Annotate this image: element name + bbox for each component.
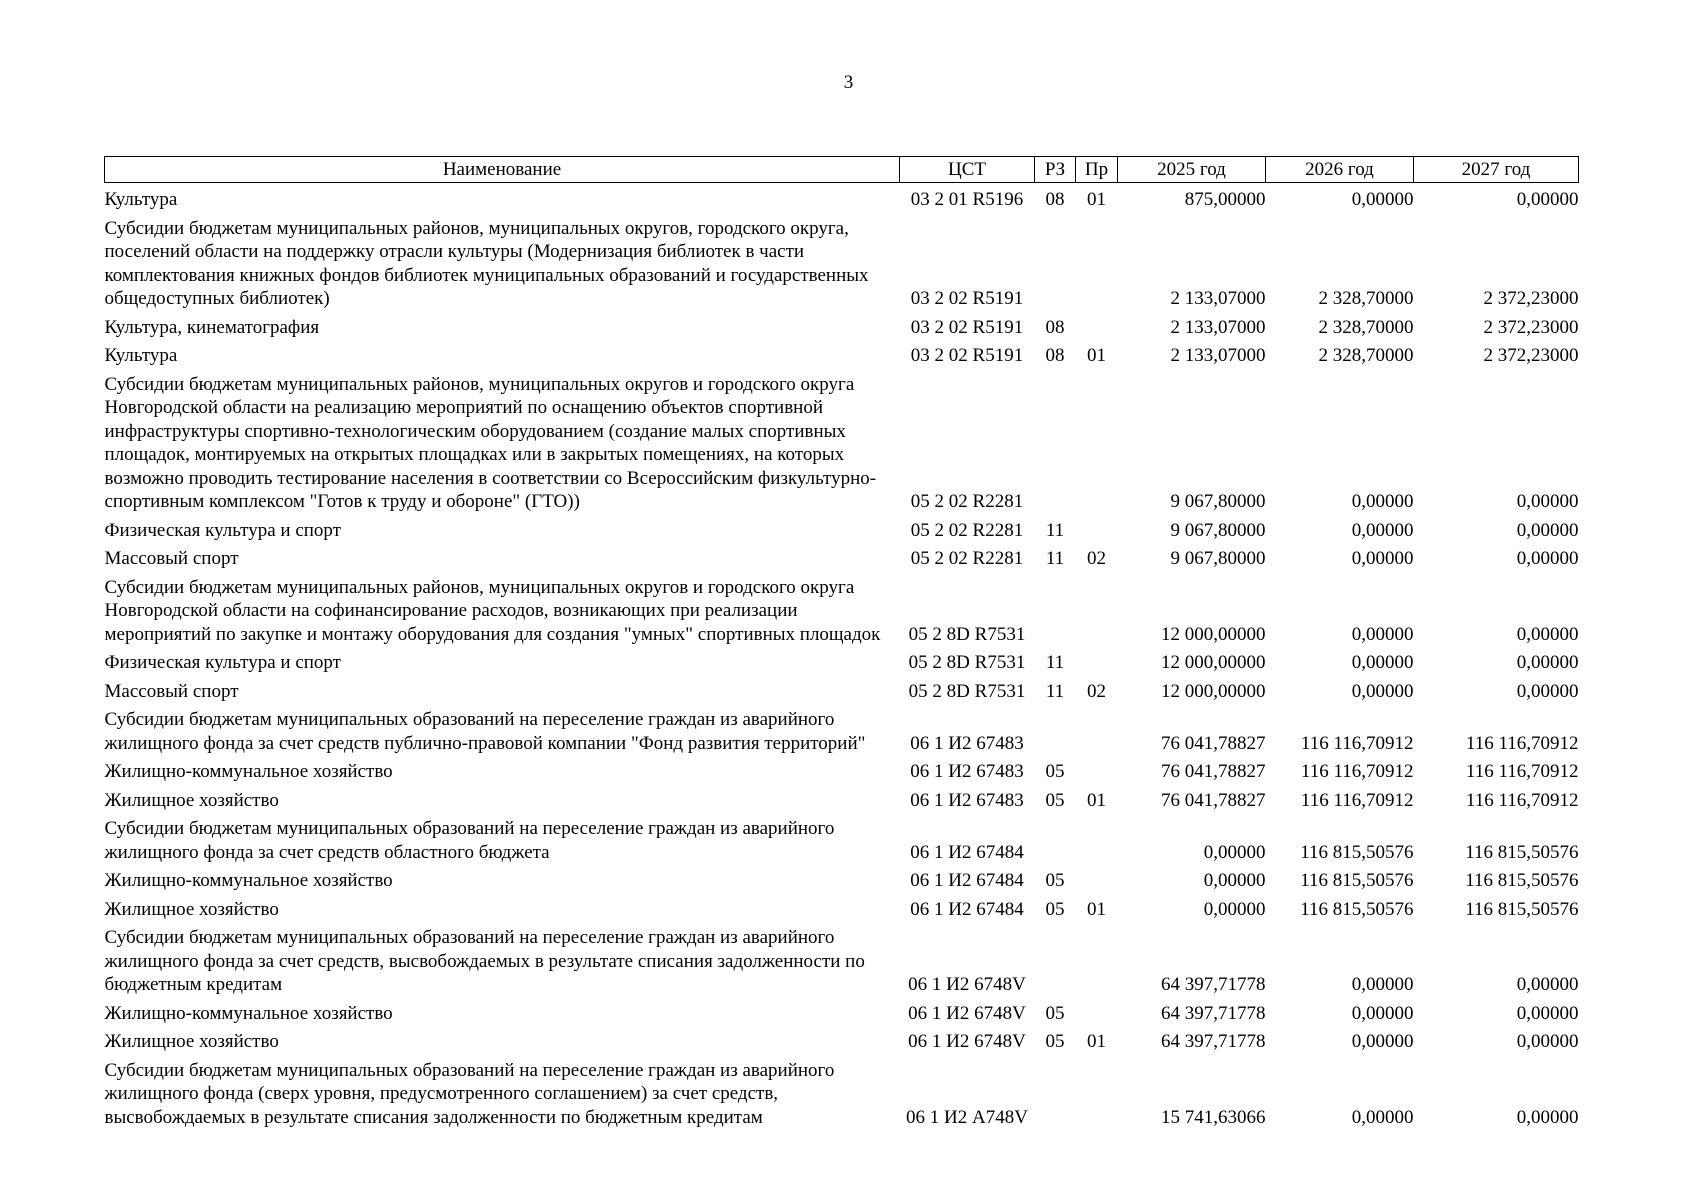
cell-2025: 0,00000 xyxy=(1203,898,1266,920)
cell-rz: 05 xyxy=(1045,789,1065,811)
cell-rz: 05 xyxy=(1045,1031,1065,1052)
cell-2025: 76 041,78827 xyxy=(1161,761,1266,782)
cell-rz xyxy=(1035,926,1076,1002)
cell-2027: 116 815,50576 xyxy=(1465,870,1579,891)
cell-2027: 0,00000 xyxy=(1516,519,1579,541)
table-row xyxy=(105,708,1579,760)
cell-name: Культура xyxy=(104,345,178,366)
page-number: 3 xyxy=(843,72,854,93)
cell-2026: 0,00000 xyxy=(1351,1031,1414,1052)
cell-2026: 2 328,70000 xyxy=(1318,288,1414,309)
cell-2027: 116 815,50576 xyxy=(1465,841,1579,863)
cell-pr: 02 xyxy=(1087,680,1106,702)
cell-cst: 03 2 02 R5191 xyxy=(910,345,1024,366)
cell-2026: 0,00000 xyxy=(1351,652,1414,673)
cell-2026: 2 328,70000 xyxy=(1318,316,1414,338)
cell-2025: 12 000,00000 xyxy=(1161,680,1266,702)
table-row xyxy=(105,760,1579,789)
header-name: Наименование xyxy=(105,157,900,183)
cell-pr xyxy=(1076,217,1118,316)
cell-2026: 0,00000 xyxy=(1351,519,1414,541)
cell-2025: 64 397,71778 xyxy=(1161,1031,1266,1052)
table-row xyxy=(105,817,1579,869)
cell-2026: 0,00000 xyxy=(1351,974,1414,995)
cell-cst: 03 2 02 R5191 xyxy=(910,288,1024,309)
cell-pr: 01 xyxy=(1087,1031,1106,1052)
cell-pr xyxy=(1076,316,1118,345)
cell-pr xyxy=(1076,1002,1118,1031)
budget-table xyxy=(104,156,1579,1134)
cell-pr: 01 xyxy=(1087,898,1106,920)
cell-2027: 2 372,23000 xyxy=(1483,288,1579,309)
cell-2027: 116 116,70912 xyxy=(1465,761,1579,782)
cell-rz: 05 xyxy=(1045,870,1065,891)
cell-cst: 03 2 02 R5191 xyxy=(910,316,1024,338)
table-body xyxy=(105,188,1579,1134)
cell-rz: 11 xyxy=(1045,680,1065,702)
cell-cst: 06 1 И2 67484 xyxy=(910,870,1024,891)
cell-name: Субсидии бюджетам муниципальных образований на переселение граждан из аварийного жилищного фонда (сверх уровня, предусмотренного соглашением) за счет средств, высвобождаемых в результате списания задолженности по бюджетным кредитам xyxy=(104,1059,835,1128)
cell-2025: 76 041,78827 xyxy=(1161,732,1266,754)
cell-2025: 76 041,78827 xyxy=(1161,789,1266,811)
table-row xyxy=(105,373,1579,519)
table-row xyxy=(105,1030,1579,1059)
cell-cst: 05 2 02 R2281 xyxy=(910,491,1024,512)
cell-cst: 03 2 01 R5196 xyxy=(910,189,1024,210)
cell-2026: 116 116,70912 xyxy=(1300,732,1414,754)
cell-name: Субсидии бюджетам муниципальных образований на переселение граждан из аварийного жилищного фонда за счет средств областного бюджета xyxy=(104,818,835,863)
cell-cst: 06 1 И2 67483 xyxy=(910,789,1024,811)
cell-name: Культура, кинематография xyxy=(104,316,320,338)
table-row xyxy=(105,1059,1579,1135)
cell-cst: 05 2 8D R7531 xyxy=(908,623,1026,645)
cell-2027: 0,00000 xyxy=(1516,1031,1579,1052)
cell-2027: 0,00000 xyxy=(1516,623,1579,645)
cell-pr: 01 xyxy=(1087,789,1106,811)
cell-2026: 116 116,70912 xyxy=(1300,789,1414,811)
cell-rz: 08 xyxy=(1045,345,1065,366)
cell-pr xyxy=(1076,926,1118,1002)
cell-rz xyxy=(1035,708,1076,760)
cell-name: Жилищно-коммунальное хозяйство xyxy=(104,870,393,891)
cell-2026: 116 815,50576 xyxy=(1300,870,1414,891)
cell-2026: 0,00000 xyxy=(1351,189,1414,210)
table-row xyxy=(105,926,1579,1002)
table-row xyxy=(105,188,1579,217)
cell-2026: 116 815,50576 xyxy=(1300,898,1414,920)
cell-2027: 116 815,50576 xyxy=(1465,898,1579,920)
cell-2025: 0,00000 xyxy=(1203,841,1266,863)
cell-name: Жилищно-коммунальное хозяйство xyxy=(104,761,393,782)
cell-name: Массовый спорт xyxy=(104,548,239,569)
cell-2025: 12 000,00000 xyxy=(1161,652,1266,673)
cell-pr xyxy=(1076,708,1118,760)
cell-name: Культура xyxy=(104,189,178,210)
header-2027: 2027 год xyxy=(1414,157,1579,183)
table-row xyxy=(105,898,1579,927)
header-2025: 2025 год xyxy=(1118,157,1266,183)
cell-2025: 64 397,71778 xyxy=(1161,974,1266,995)
cell-2027: 0,00000 xyxy=(1516,680,1579,702)
cell-2025: 2 133,07000 xyxy=(1170,288,1266,309)
table-row xyxy=(105,344,1579,373)
cell-2025: 9 067,80000 xyxy=(1170,519,1266,541)
cell-cst: 06 1 И2 6748V xyxy=(908,974,1026,995)
cell-2027: 116 116,70912 xyxy=(1465,732,1579,754)
cell-rz: 05 xyxy=(1045,761,1065,782)
cell-rz xyxy=(1035,373,1076,519)
header-pr: Пр xyxy=(1076,157,1118,183)
cell-pr xyxy=(1076,651,1118,680)
cell-2027: 0,00000 xyxy=(1516,189,1579,210)
cell-rz xyxy=(1035,576,1076,652)
table-row xyxy=(105,547,1579,576)
cell-pr: 01 xyxy=(1087,189,1106,210)
cell-name: Физическая культура и спорт xyxy=(104,652,341,673)
cell-name: Жилищно-коммунальное хозяйство xyxy=(104,1002,393,1024)
cell-2027: 0,00000 xyxy=(1516,1002,1579,1024)
cell-2026: 116 815,50576 xyxy=(1300,841,1414,863)
cell-2027: 0,00000 xyxy=(1516,548,1579,569)
cell-rz xyxy=(1035,1059,1076,1135)
cell-2027: 116 116,70912 xyxy=(1465,789,1579,811)
table-row xyxy=(105,217,1579,316)
cell-2026: 2 328,70000 xyxy=(1318,345,1414,366)
cell-2026: 0,00000 xyxy=(1351,548,1414,569)
cell-2025: 0,00000 xyxy=(1203,870,1266,891)
cell-rz: 11 xyxy=(1045,652,1065,673)
cell-cst: 06 1 И2 6748V xyxy=(908,1031,1026,1052)
cell-2027: 0,00000 xyxy=(1516,491,1579,512)
cell-pr xyxy=(1076,869,1118,898)
table-row xyxy=(105,576,1579,652)
cell-rz: 08 xyxy=(1045,189,1065,210)
cell-2027: 0,00000 xyxy=(1516,652,1579,673)
cell-2027: 2 372,23000 xyxy=(1483,316,1579,338)
cell-name: Физическая культура и спорт xyxy=(104,519,341,541)
cell-cst: 06 1 И2 67484 xyxy=(910,898,1024,920)
cell-2027: 2 372,23000 xyxy=(1483,345,1579,366)
table-row xyxy=(105,651,1579,680)
cell-cst: 06 1 И2 67483 xyxy=(910,732,1024,754)
cell-cst: 05 2 02 R2281 xyxy=(910,548,1024,569)
cell-name: Субсидии бюджетам муниципальных образований на переселение граждан из аварийного жилищного фонда за счет средств, высвобождаемых в результате списания задолженности по бюджетным кредитам xyxy=(104,927,865,995)
cell-2026: 0,00000 xyxy=(1351,491,1414,512)
budget-table-container xyxy=(104,156,1578,1134)
cell-rz: 11 xyxy=(1045,548,1065,569)
cell-rz: 05 xyxy=(1045,1002,1065,1024)
table-row xyxy=(105,869,1579,898)
cell-cst: 06 1 И2 6748V xyxy=(908,1002,1026,1024)
cell-pr xyxy=(1076,519,1118,548)
cell-2027: 0,00000 xyxy=(1516,974,1579,995)
cell-pr xyxy=(1076,576,1118,652)
cell-name: Субсидии бюджетам муниципальных образований на переселение граждан из аварийного жилищного фонда за счет средств публично-правовой компании "Фонд развития территорий" xyxy=(104,709,866,754)
cell-2026: 0,00000 xyxy=(1351,1002,1414,1024)
header-2026: 2026 год xyxy=(1266,157,1414,183)
cell-name: Жилищное хозяйство xyxy=(104,789,279,811)
cell-cst: 05 2 8D R7531 xyxy=(908,680,1026,702)
cell-cst: 06 1 И2 67483 xyxy=(910,761,1024,782)
header-rz: РЗ xyxy=(1035,157,1076,183)
cell-pr xyxy=(1076,1059,1118,1135)
cell-2025: 875,00000 xyxy=(1184,189,1266,210)
cell-rz: 05 xyxy=(1045,898,1065,920)
header-cst: ЦСТ xyxy=(900,157,1035,183)
table-row xyxy=(105,789,1579,818)
cell-pr xyxy=(1076,817,1118,869)
cell-cst: 05 2 02 R2281 xyxy=(910,519,1024,541)
cell-pr: 02 xyxy=(1087,548,1106,569)
table-row xyxy=(105,1002,1579,1031)
cell-2025: 64 397,71778 xyxy=(1161,1002,1266,1024)
cell-cst: 06 1 И2 67484 xyxy=(910,841,1024,863)
cell-2026: 0,00000 xyxy=(1351,623,1414,645)
cell-name: Субсидии бюджетам муниципальных районов, муниципальных округов, городского округа, поселений области на поддержку отрасли культуры (Модернизация библиотек в части комплектования книжных фондов библиотек муниципальных образований и государственных общедоступных библиотек) xyxy=(104,217,869,309)
cell-name: Массовый спорт xyxy=(104,680,239,702)
cell-rz: 11 xyxy=(1045,519,1065,541)
cell-rz: 08 xyxy=(1045,316,1065,338)
cell-rz xyxy=(1035,217,1076,316)
cell-2025: 12 000,00000 xyxy=(1161,623,1266,645)
cell-pr: 01 xyxy=(1087,345,1106,366)
cell-2025: 2 133,07000 xyxy=(1170,316,1266,338)
table-header xyxy=(105,157,1579,189)
cell-2025: 9 067,80000 xyxy=(1170,548,1266,569)
cell-2027: 0,00000 xyxy=(1516,1106,1579,1128)
cell-rz xyxy=(1035,817,1076,869)
table-row xyxy=(105,519,1579,548)
cell-2025: 9 067,80000 xyxy=(1170,491,1266,512)
cell-2025: 2 133,07000 xyxy=(1170,345,1266,366)
cell-cst: 06 1 И2 А748V xyxy=(906,1106,1028,1128)
cell-name: Жилищное хозяйство xyxy=(104,1031,279,1052)
table-row xyxy=(105,316,1579,345)
cell-2026: 0,00000 xyxy=(1351,680,1414,702)
cell-name: Жилищное хозяйство xyxy=(104,898,279,920)
cell-2026: 116 116,70912 xyxy=(1300,761,1414,782)
cell-name: Субсидии бюджетам муниципальных районов, муниципальных округов и городского округа Новгородской области на реализацию мероприятий по оснащению объектов спортивной инфраструктуры спортивно-технологическим оборудованием (создание малых спортивных площадок, монтируемых на открытых площадках или в закрытых помещениях, на которых возможно проводить тестирование населения в соответствии со Всероссийским физкультурно-спортивным комплексом "Готов к труду и обороне" (ГТО)) xyxy=(104,373,877,512)
cell-2026: 0,00000 xyxy=(1351,1106,1414,1128)
cell-2025: 15 741,63066 xyxy=(1161,1106,1266,1128)
cell-cst: 05 2 8D R7531 xyxy=(908,652,1026,673)
cell-pr xyxy=(1076,373,1118,519)
table-row xyxy=(105,680,1579,709)
cell-name: Субсидии бюджетам муниципальных районов, муниципальных округов и городского округа Новгородской области на софинансирование расходов, возникающих при реализации мероприятий по закупке и монтажу оборудования для создания "умных" спортивных площадок xyxy=(104,576,881,645)
cell-pr xyxy=(1076,760,1118,789)
